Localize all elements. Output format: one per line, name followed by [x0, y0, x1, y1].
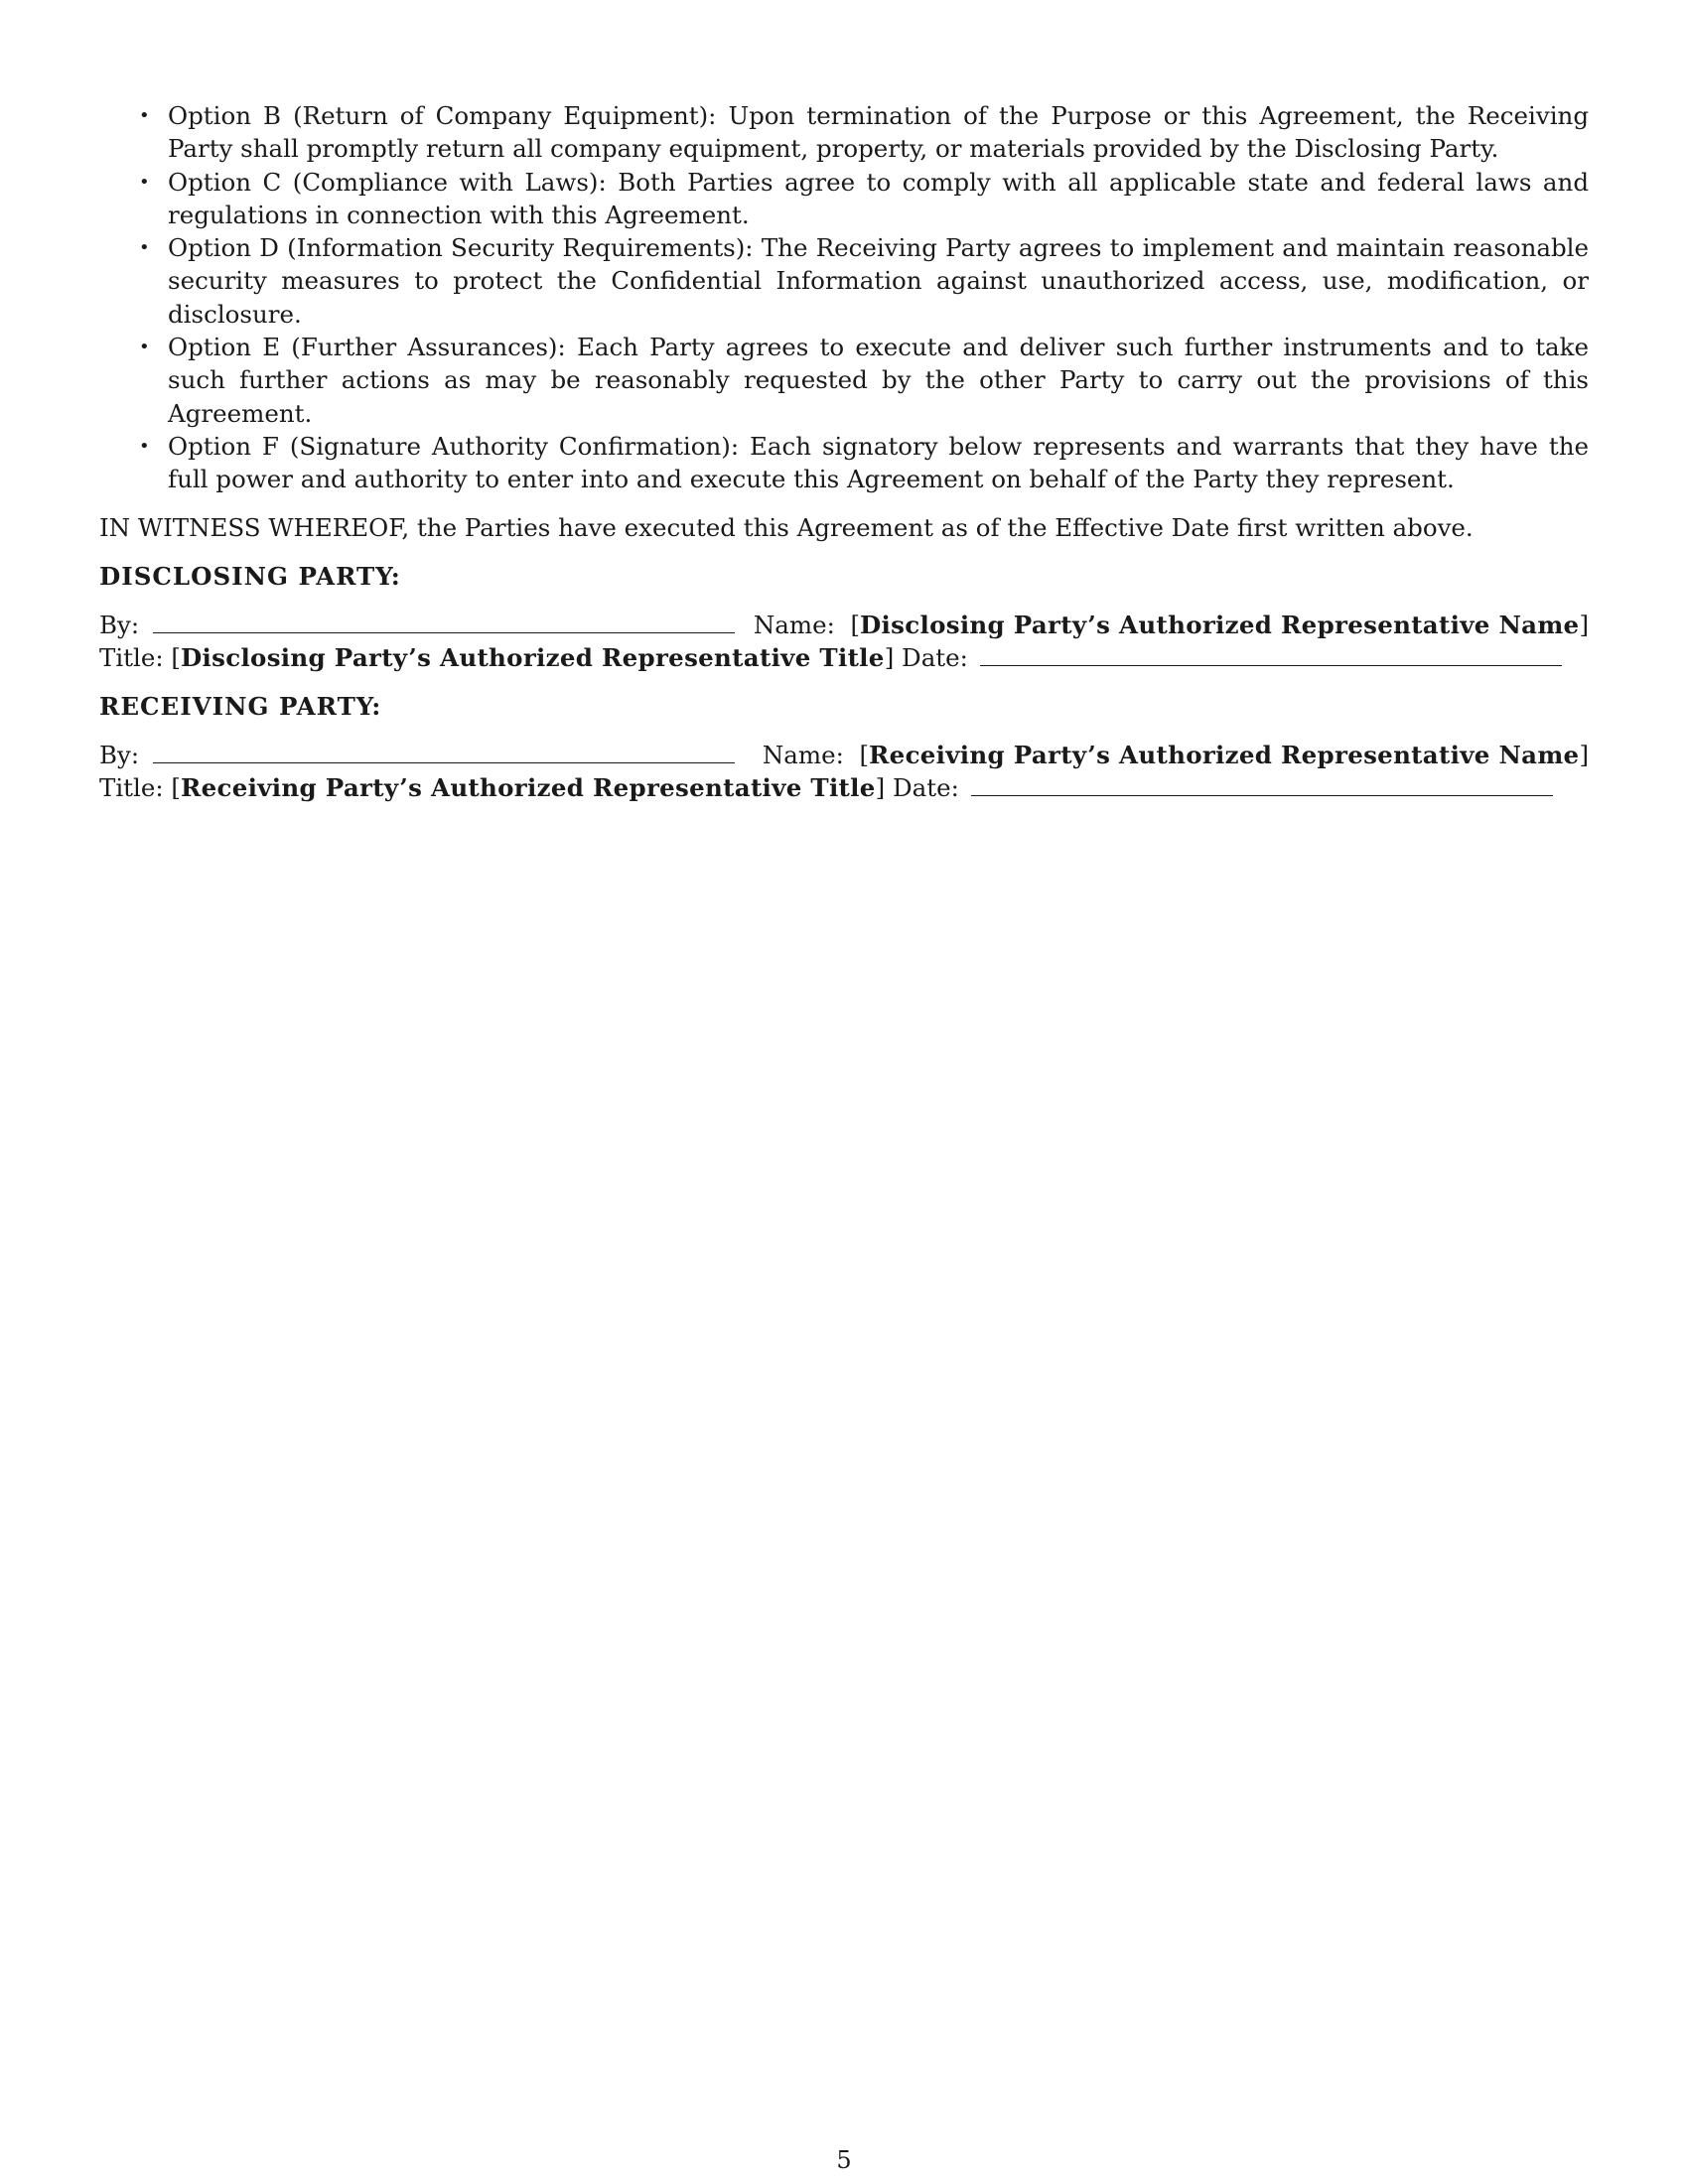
receiving-date-line[interactable] [971, 771, 1553, 796]
list-item [99, 99, 1589, 166]
list-item [99, 430, 1589, 496]
bullet-icon: • [139, 171, 150, 193]
options-list [99, 99, 1589, 496]
witness-statement: IN WITNESS WHEREOF, the Parties have executed this Agreement as of the Effective Date first written above. [99, 512, 1474, 542]
receiving-signature-line[interactable] [153, 739, 735, 763]
disclosing-signature-line[interactable] [153, 609, 735, 633]
list-item [99, 331, 1589, 430]
disclosing-party-heading: DISCLOSING PARTY: [99, 561, 401, 591]
disclosing-title-value: Disclosing Party’s Authorized Representative Title [180, 642, 885, 672]
disclosing-date-label: Date: [902, 642, 968, 672]
list-item [99, 231, 1589, 331]
option-b-text: Option B (Return of Company Equipment): Upon termination of the Purpose or this Agreement, the Receiving Party shall promptly return all company equipment, property, or materials provided by the Disclosing Party. [168, 101, 1589, 164]
disclosing-title-row: Title: [Disclosing Party’s Authorized Representative Title] Date: [99, 641, 1589, 674]
receiving-title-row: Title: [Receiving Party’s Authorized Representative Title] Date: [99, 771, 1589, 804]
receiving-name-value: Receiving Party’s Authorized Representative Name [869, 741, 1580, 770]
receiving-by-label: By: [99, 741, 140, 770]
disclosing-title-label: Title: [99, 642, 164, 672]
receiving-party-heading: RECEIVING PARTY: [99, 692, 382, 722]
receiving-date-label: Date: [893, 773, 959, 803]
disclosing-name-label: Name: [753, 610, 835, 639]
receiving-signature-row [99, 739, 1589, 771]
option-f-text: Option F (Signature Authority Confirmation): Each signatory below represents and warrants that they have the full power and authority to enter into and execute this Agreement on behalf of the Party they represent. [168, 431, 1589, 494]
option-c-text: Option C (Compliance with Laws): Both Parties agree to comply with all applicable state and federal laws and regulations in connection with this Agreement. [168, 167, 1589, 229]
bullet-icon: • [139, 337, 150, 358]
disclosing-signature-row [99, 609, 1589, 641]
disclosing-date-line[interactable] [980, 641, 1562, 666]
disclosing-name-block: Name: [Disclosing Party’s Authorized Representative Name] [753, 610, 1589, 639]
disclosing-by-label: By: [99, 610, 140, 639]
list-item [99, 166, 1589, 232]
document-page [99, 99, 1589, 805]
bullet-icon: • [139, 435, 150, 457]
bullet-icon: • [139, 105, 150, 126]
bullet-icon: • [139, 237, 150, 259]
option-e-text: Option E (Further Assurances): Each Party agrees to execute and deliver such further instruments and to take such further actions as may be reasonably requested by the other Party to carry out the provisions of this Agreement. [168, 333, 1589, 428]
disclosing-name-value: Disclosing Party’s Authorized Representative Name [860, 610, 1580, 639]
receiving-title-label: Title: [99, 773, 164, 803]
receiving-name-label: Name: [762, 741, 844, 770]
page-number: 5 [836, 2146, 852, 2174]
option-d-text: Option D (Information Security Requirements): The Receiving Party agrees to implement and maintain reasonable security measures to protect the Confidential Information against unauthorized access, use, modification, or disclosure. [168, 233, 1589, 329]
receiving-title-value: Receiving Party’s Authorized Representative Title [180, 773, 876, 803]
receiving-name-block: Name: [Receiving Party’s Authorized Representative Name] [762, 741, 1589, 770]
